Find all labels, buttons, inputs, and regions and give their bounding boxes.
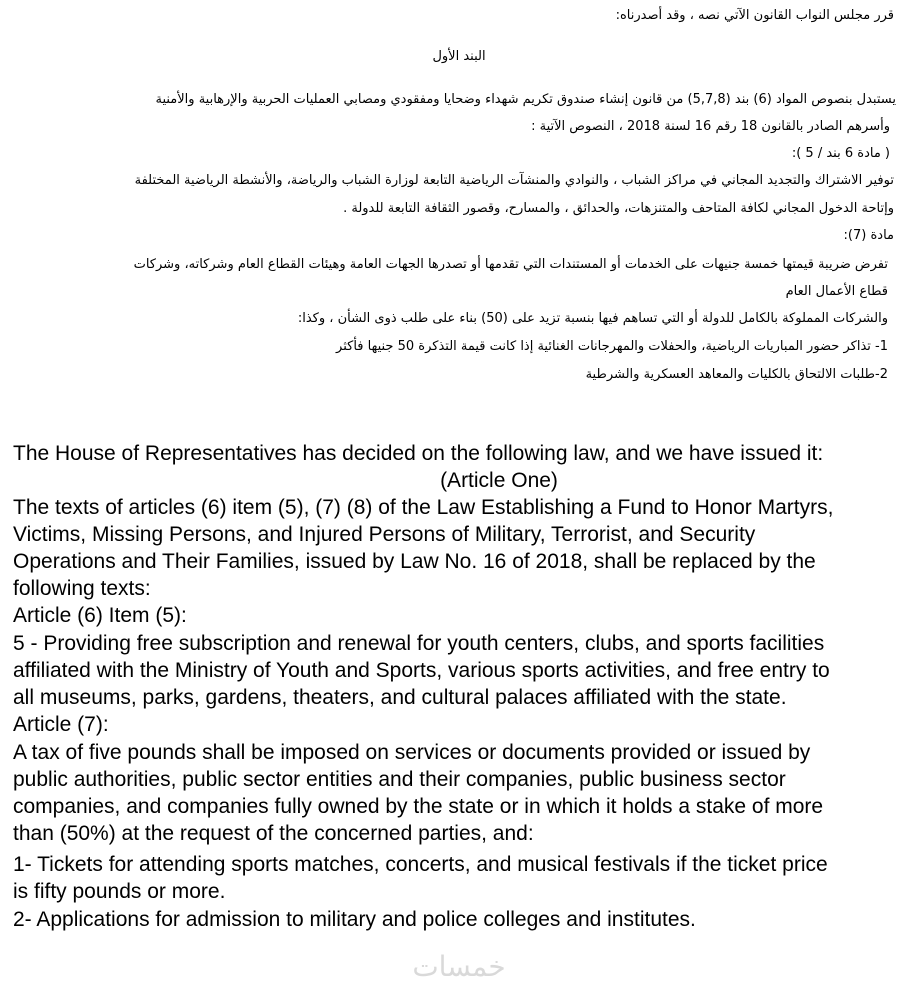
- english-line: A tax of five pounds shall be imposed on services or documents provided or issued by: [13, 741, 811, 764]
- english-heading: (Article One): [440, 469, 558, 492]
- english-line: companies, and companies fully owned by the state or in which it holds a stake of more: [13, 795, 824, 818]
- watermark-logo: خمسات: [412, 950, 506, 983]
- english-line: public authorities, public sector entities and their companies, public business sector: [13, 768, 786, 791]
- arabic-line: ( مادة 6 بند / 5 ):: [791, 146, 890, 161]
- arabic-line: يستبدل بنصوص المواد (6) بند (5,7,8) من قانون إنشاء صندوق تكريم شهداء وضحايا ومفقودي ومصابي العمليات الحربية والإرهابية والأمنية: [155, 92, 896, 107]
- english-line: following texts:: [13, 577, 151, 600]
- arabic-line: مادة (7):: [843, 228, 894, 243]
- arabic-line: تفرض ضريبة قيمتها خمسة جنيهات على الخدمات أو المستندات التي تقدمها أو تصدرها الجهات العامة وهيئات القطاع العام وشركاته، وشركات: [133, 257, 888, 272]
- arabic-line: وأسرهم الصادر بالقانون 18 رقم 16 لسنة 2018 ، النصوص الآتية :: [531, 119, 890, 134]
- arabic-intro: قرر مجلس النواب القانون الآتي نصه ، وقد أصدرناه:: [615, 8, 894, 23]
- english-line: Victims, Missing Persons, and Injured Persons of Military, Terrorist, and Security: [13, 523, 756, 546]
- arabic-line: 2-طلبات الالتحاق بالكليات والمعاهد العسكرية والشرطية: [585, 367, 888, 382]
- arabic-line: وإتاحة الدخول المجاني لكافة المتاحف والمتنزهات، والحدائق ، والمسارح، وقصور الثقافة التابعة للدولة .: [343, 201, 894, 216]
- english-line: Article (7):: [13, 713, 109, 736]
- arabic-line: توفير الاشتراك والتجديد المجاني في مراكز الشباب ، والنوادي والمنشآت الرياضية التابعة لوزارة الشباب والرياضة، والأنشطة الرياضية المختلفة: [134, 173, 894, 188]
- arabic-line: والشركات المملوكة بالكامل للدولة أو التي تساهم فيها بنسبة تزيد على (50) بناء على طلب ذوى الشأن ، وكذا:: [297, 311, 888, 326]
- english-line: 1- Tickets for attending sports matches, concerts, and musical festivals if the ticket price: [13, 853, 828, 876]
- arabic-heading: البند الأول: [432, 49, 486, 64]
- english-line: The texts of articles (6) item (5), (7) (8) of the Law Establishing a Fund to Honor Martyrs,: [13, 496, 834, 519]
- english-line: Article (6) Item (5):: [13, 604, 187, 627]
- english-line: than (50%) at the request of the concerned parties, and:: [13, 822, 534, 845]
- english-line: Operations and Their Families, issued by Law No. 16 of 2018, shall be replaced by the: [13, 550, 816, 573]
- english-line: all museums, parks, gardens, theaters, and cultural palaces affiliated with the state.: [13, 686, 787, 709]
- english-line: affiliated with the Ministry of Youth and Sports, various sports activities, and free entry to: [13, 659, 830, 682]
- english-line: 5 - Providing free subscription and renewal for youth centers, clubs, and sports facilities: [13, 632, 825, 655]
- english-line: is fifty pounds or more.: [13, 880, 226, 903]
- arabic-line: 1- تذاكر حضور المباريات الرياضية، والحفلات والمهرجانات الغنائية إذا كانت قيمة التذكرة 50 جنيها فأكثر: [336, 339, 888, 354]
- arabic-line: قطاع الأعمال العام: [785, 284, 888, 299]
- english-line: The House of Representatives has decided on the following law, and we have issued it:: [13, 442, 824, 465]
- english-line: 2- Applications for admission to military and police colleges and institutes.: [13, 908, 696, 931]
